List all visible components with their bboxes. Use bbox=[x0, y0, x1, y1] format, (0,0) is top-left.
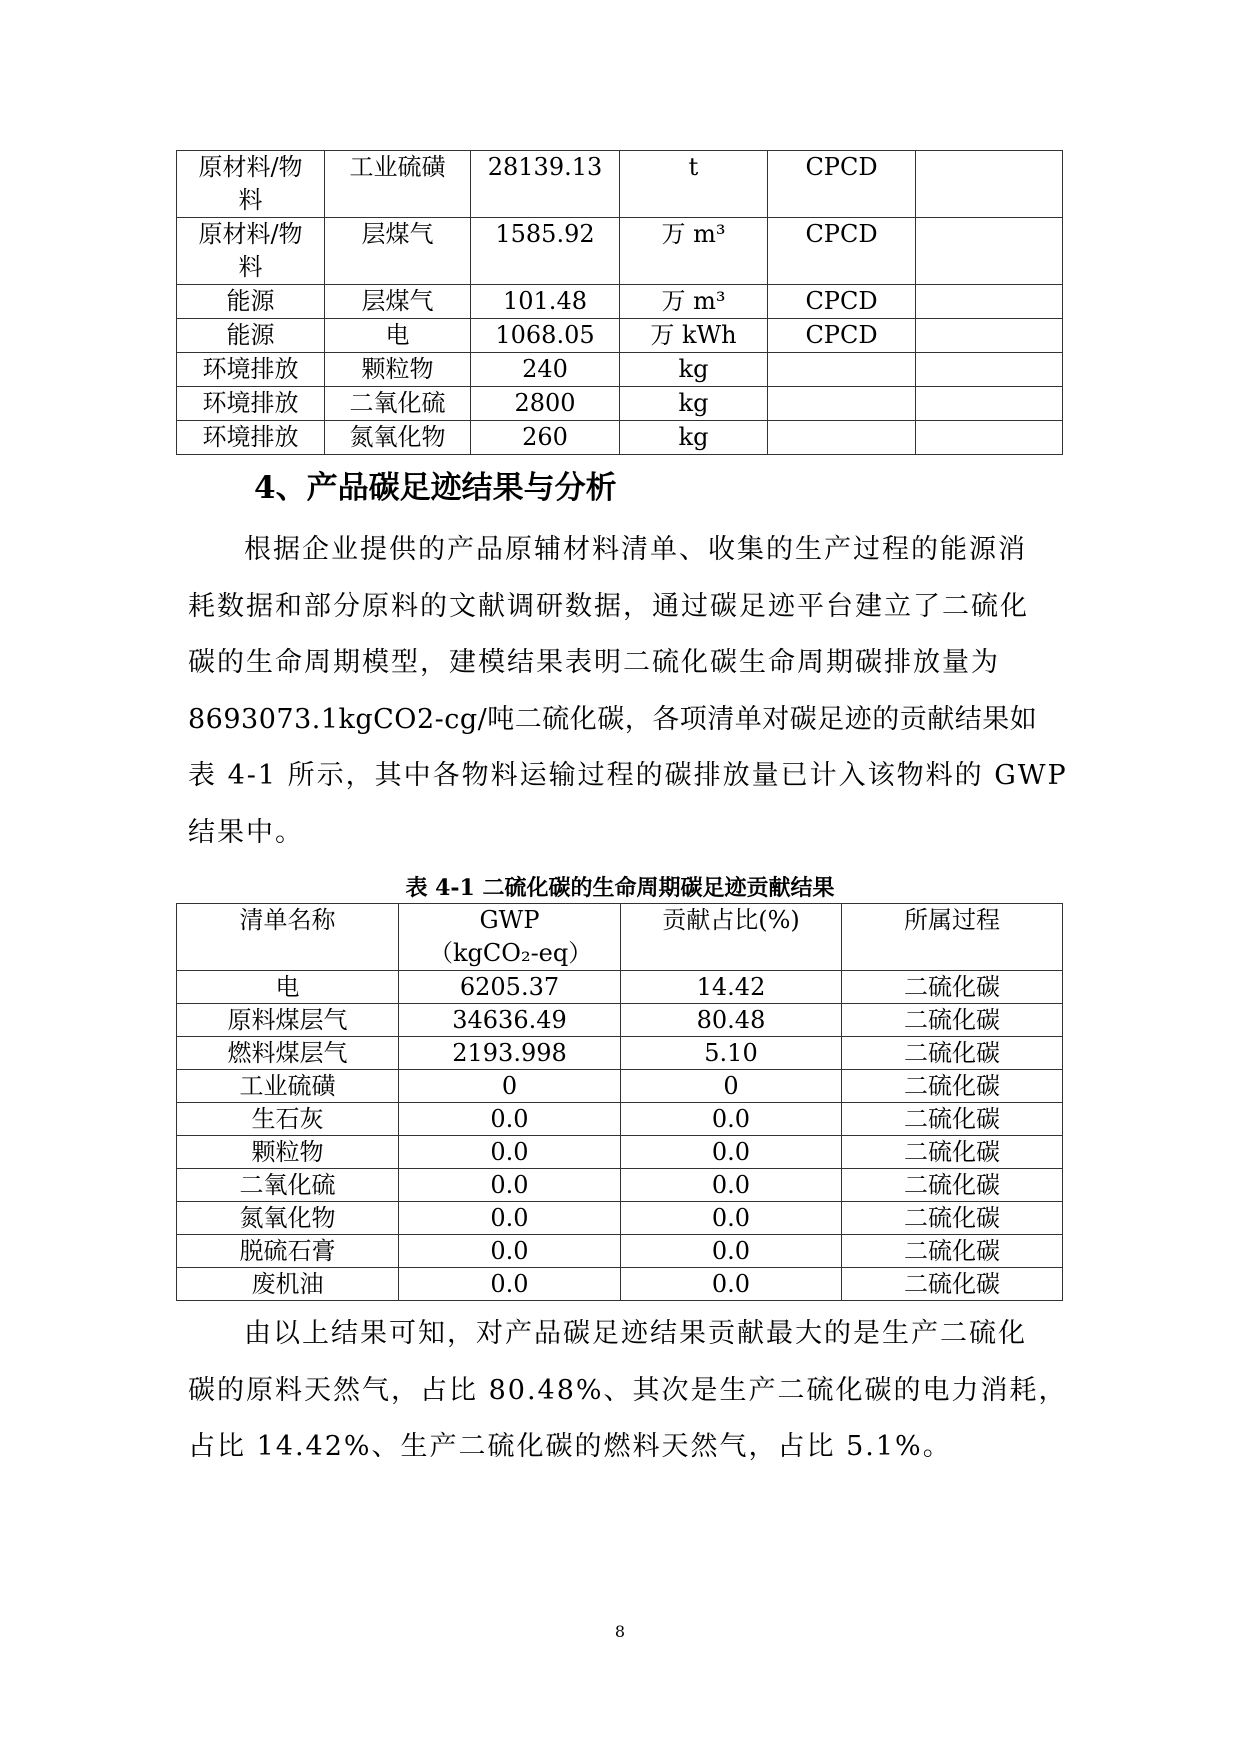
cell-source: CPCD bbox=[768, 319, 916, 353]
cell-category: 原材料/物料 bbox=[177, 218, 325, 285]
cell-share: 0.0 bbox=[621, 1268, 842, 1301]
cell-amount: 240 bbox=[471, 353, 620, 387]
cell-process: 二硫化碳 bbox=[842, 1202, 1063, 1235]
cell-source bbox=[768, 353, 916, 387]
table-row bbox=[177, 1136, 1063, 1169]
cell-name: 电 bbox=[177, 971, 399, 1004]
cell-name: 原料煤层气 bbox=[177, 1004, 399, 1037]
cell-name: 脱硫石膏 bbox=[177, 1235, 399, 1268]
cell-category: 能源 bbox=[177, 319, 325, 353]
cell-name: 二氧化硫 bbox=[177, 1169, 399, 1202]
cell-gwp: 34636.49 bbox=[399, 1004, 621, 1037]
paragraph-line: 碳的原料天然气，占比 80.48%、其次是生产二硫化碳的电力消耗， bbox=[188, 1374, 1068, 1406]
cell-process: 二硫化碳 bbox=[842, 1169, 1063, 1202]
cell-name: 废机油 bbox=[177, 1268, 399, 1301]
cell-gwp: 0.0 bbox=[399, 1103, 621, 1136]
cell-process: 二硫化碳 bbox=[842, 971, 1063, 1004]
table-row bbox=[177, 1070, 1063, 1103]
cell-share: 0 bbox=[621, 1070, 842, 1103]
table-row bbox=[177, 387, 1063, 421]
cell-process: 二硫化碳 bbox=[842, 1070, 1063, 1103]
table-row bbox=[177, 151, 1063, 218]
header-share: 贡献占比(%) bbox=[621, 904, 842, 971]
cell-process: 二硫化碳 bbox=[842, 1136, 1063, 1169]
cell-unit: t bbox=[620, 151, 768, 218]
header-gwp: GWP（kgCO₂-eq） bbox=[399, 904, 621, 971]
cell-category: 能源 bbox=[177, 285, 325, 319]
table-row bbox=[177, 421, 1063, 455]
page-number: 8 bbox=[614, 1622, 626, 1641]
cell-unit: kg bbox=[620, 421, 768, 455]
cell-share: 80.48 bbox=[621, 1004, 842, 1037]
cell-source: CPCD bbox=[768, 151, 916, 218]
cell-share: 0.0 bbox=[621, 1202, 842, 1235]
cell-name: 层煤气 bbox=[325, 285, 471, 319]
paragraph-line: 耗数据和部分原料的文献调研数据，通过碳足迹平台建立了二硫化 bbox=[188, 590, 1029, 622]
cell-name: 氮氧化物 bbox=[325, 421, 471, 455]
cell-amount: 260 bbox=[471, 421, 620, 455]
cell-gwp: 2193.998 bbox=[399, 1037, 621, 1070]
cell-process: 二硫化碳 bbox=[842, 1037, 1063, 1070]
cell-note bbox=[916, 387, 1063, 421]
paragraph-line: 8693073.1kgCO2-cg/吨二硫化碳，各项清单对碳足迹的贡献结果如 bbox=[188, 703, 1038, 735]
cell-name: 燃料煤层气 bbox=[177, 1037, 399, 1070]
cell-name: 颗粒物 bbox=[325, 353, 471, 387]
paragraph-line: 由以上结果可知，对产品碳足迹结果贡献最大的是生产二硫化 bbox=[244, 1318, 1027, 1349]
cell-gwp: 0.0 bbox=[399, 1235, 621, 1268]
results-paragraph bbox=[188, 522, 1068, 861]
cell-name: 电 bbox=[325, 319, 471, 353]
cell-gwp: 0 bbox=[399, 1070, 621, 1103]
cell-amount: 2800 bbox=[471, 387, 620, 421]
header-name: 清单名称 bbox=[177, 904, 399, 971]
table-caption: 表 4-1 二硫化碳的生命周期碳足迹贡献结果 bbox=[405, 875, 835, 901]
cell-note bbox=[916, 151, 1063, 218]
cell-unit: 万 kWh bbox=[620, 319, 768, 353]
cell-share: 14.42 bbox=[621, 971, 842, 1004]
table-row bbox=[177, 285, 1063, 319]
cell-share: 0.0 bbox=[621, 1169, 842, 1202]
cell-note bbox=[916, 353, 1063, 387]
cell-name: 颗粒物 bbox=[177, 1136, 399, 1169]
cell-gwp: 0.0 bbox=[399, 1136, 621, 1169]
cell-name: 氮氧化物 bbox=[177, 1202, 399, 1235]
conclusion-paragraph bbox=[188, 1306, 1068, 1476]
cell-category: 环境排放 bbox=[177, 421, 325, 455]
cell-name: 工业硫磺 bbox=[177, 1070, 399, 1103]
paragraph-line: 碳的生命周期模型，建模结果表明二硫化碳生命周期碳排放量为 bbox=[188, 647, 1000, 678]
cell-category: 原材料/物料 bbox=[177, 151, 325, 218]
cell-note bbox=[916, 319, 1063, 353]
cell-share: 5.10 bbox=[621, 1037, 842, 1070]
table-row bbox=[177, 1235, 1063, 1268]
cell-gwp: 6205.37 bbox=[399, 971, 621, 1004]
cell-gwp: 0.0 bbox=[399, 1169, 621, 1202]
cell-process: 二硫化碳 bbox=[842, 1235, 1063, 1268]
section-heading: 4、产品碳足迹结果与分析 bbox=[254, 470, 617, 506]
cell-process: 二硫化碳 bbox=[842, 1268, 1063, 1301]
cell-share: 0.0 bbox=[621, 1235, 842, 1268]
header-process: 所属过程 bbox=[842, 904, 1063, 971]
table-row bbox=[177, 971, 1063, 1004]
table-header-row bbox=[177, 904, 1063, 971]
cell-source: CPCD bbox=[768, 285, 916, 319]
cell-note bbox=[916, 218, 1063, 285]
cell-process: 二硫化碳 bbox=[842, 1103, 1063, 1136]
contribution-table bbox=[176, 903, 1063, 1301]
cell-name: 层煤气 bbox=[325, 218, 471, 285]
paragraph-line: 占比 14.42%、生产二硫化碳的燃料天然气，占比 5.1%。 bbox=[188, 1431, 952, 1462]
table-row bbox=[177, 353, 1063, 387]
cell-amount: 28139.13 bbox=[471, 151, 620, 218]
table-row bbox=[177, 319, 1063, 353]
paragraph-line: 表 4-1 所示，其中各物料运输过程的碳排放量已计入该物料的 GWP bbox=[188, 760, 1068, 791]
cell-amount: 101.48 bbox=[471, 285, 620, 319]
table-row bbox=[177, 1103, 1063, 1136]
cell-gwp: 0.0 bbox=[399, 1268, 621, 1301]
cell-unit: 万 m³ bbox=[620, 285, 768, 319]
cell-note bbox=[916, 285, 1063, 319]
cell-category: 环境排放 bbox=[177, 353, 325, 387]
paragraph-line: 根据企业提供的产品原辅材料清单、收集的生产过程的能源消 bbox=[244, 534, 1027, 565]
cell-unit: kg bbox=[620, 353, 768, 387]
cell-note bbox=[916, 421, 1063, 455]
cell-share: 0.0 bbox=[621, 1103, 842, 1136]
table-row bbox=[177, 218, 1063, 285]
cell-source bbox=[768, 421, 916, 455]
cell-unit: 万 m³ bbox=[620, 218, 768, 285]
cell-amount: 1068.05 bbox=[471, 319, 620, 353]
cell-amount: 1585.92 bbox=[471, 218, 620, 285]
cell-name: 生石灰 bbox=[177, 1103, 399, 1136]
cell-source bbox=[768, 387, 916, 421]
table-row bbox=[177, 1004, 1063, 1037]
cell-process: 二硫化碳 bbox=[842, 1004, 1063, 1037]
table-row bbox=[177, 1169, 1063, 1202]
cell-name: 二氧化硫 bbox=[325, 387, 471, 421]
table-row bbox=[177, 1268, 1063, 1301]
inventory-table bbox=[176, 150, 1063, 455]
cell-source: CPCD bbox=[768, 218, 916, 285]
table-row bbox=[177, 1037, 1063, 1070]
cell-share: 0.0 bbox=[621, 1136, 842, 1169]
cell-category: 环境排放 bbox=[177, 387, 325, 421]
table-row bbox=[177, 1202, 1063, 1235]
cell-name: 工业硫磺 bbox=[325, 151, 471, 218]
cell-unit: kg bbox=[620, 387, 768, 421]
paragraph-line: 结果中。 bbox=[188, 816, 304, 848]
cell-gwp: 0.0 bbox=[399, 1202, 621, 1235]
